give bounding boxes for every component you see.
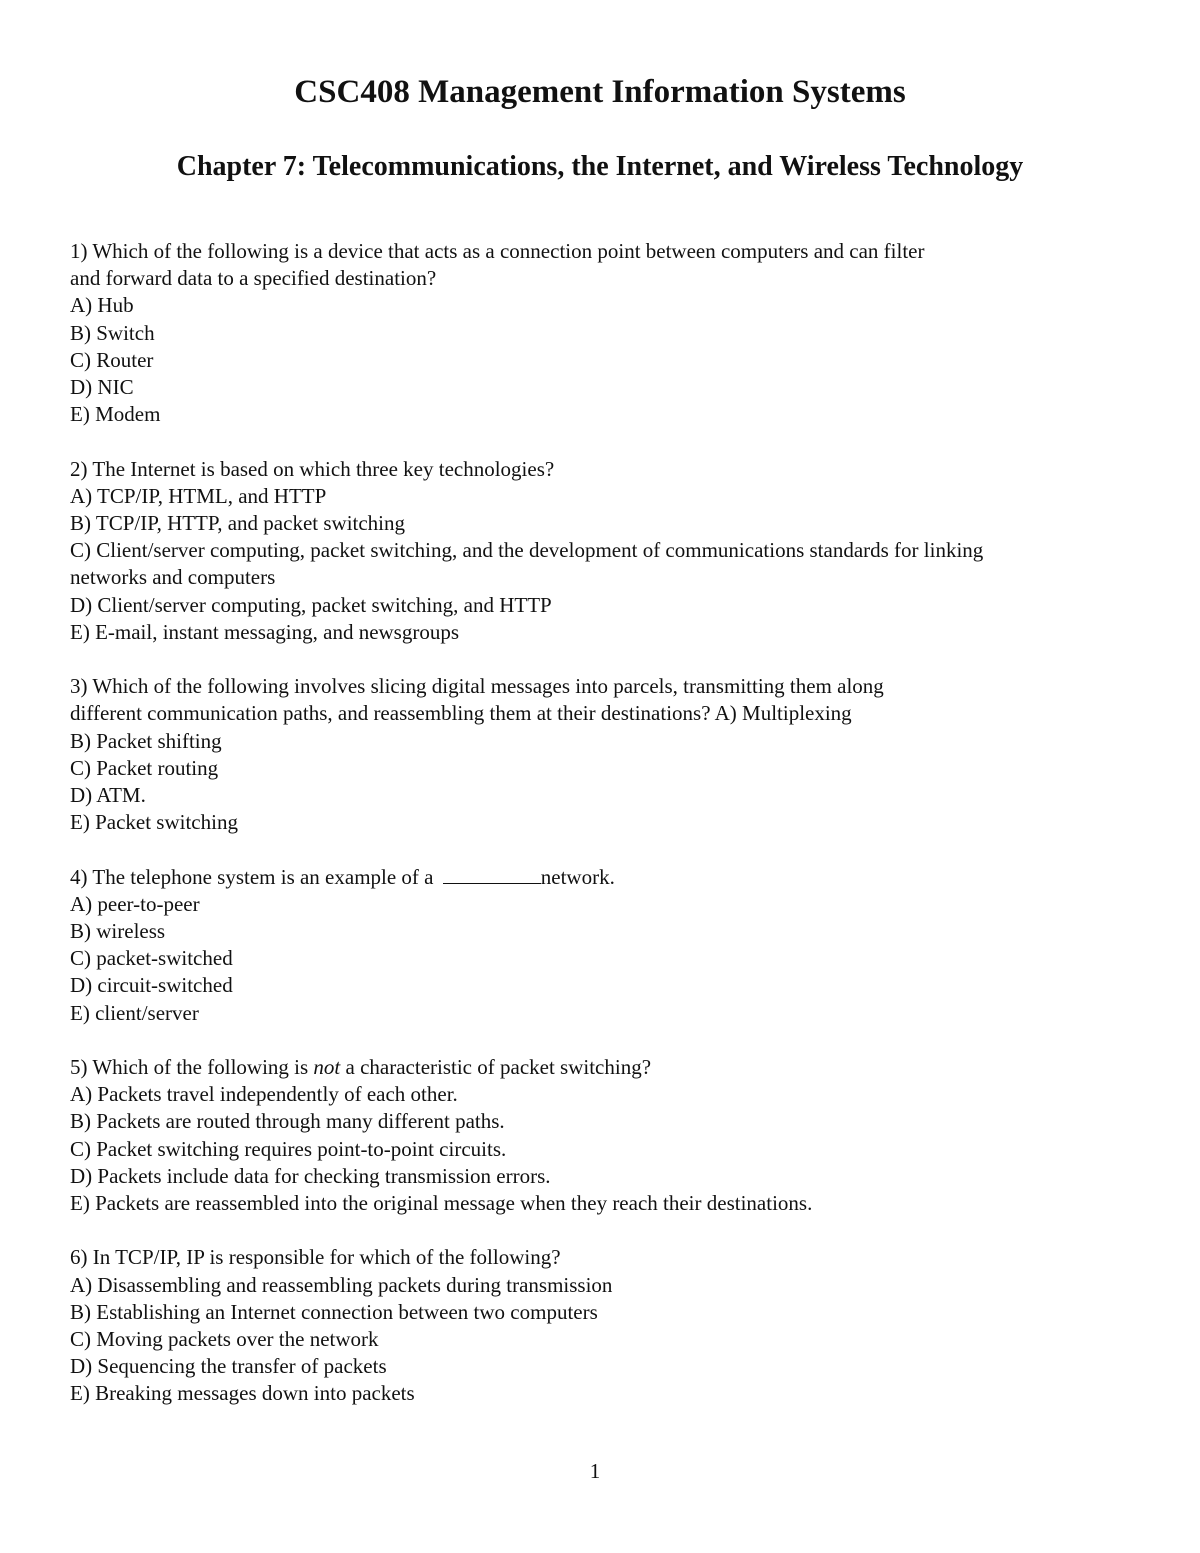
question-4-option-e: E) client/server	[70, 1000, 199, 1025]
question-5-text	[70, 1054, 1140, 1081]
question-5-option-b: B) Packets are routed through many different paths.	[70, 1109, 505, 1134]
question-4-option-b: B) wireless	[70, 919, 166, 944]
question-2-option-e: E) E-mail, instant messaging, and newsgroups	[70, 619, 460, 644]
question-3-option-c: C) Packet routing	[70, 755, 219, 780]
question-6-option-a: A) Disassembling and reassembling packets during transmission	[70, 1272, 613, 1297]
question-6-option-e: E) Breaking messages down into packets	[70, 1381, 415, 1406]
question-6-option-c: C) Moving packets over the network	[70, 1327, 379, 1352]
question-list	[70, 238, 1140, 1435]
question-5-option-a: A) Packets travel independently of each other.	[70, 1082, 458, 1107]
question-4-option-c: C) packet-switched	[70, 946, 233, 971]
question-1-text-line-1: 1) Which of the following is a device that acts as a connection point between computers and can filter	[70, 239, 925, 263]
question-3	[70, 673, 1140, 836]
page-number: 1	[589, 1459, 601, 1483]
question-2-option-c: C) Client/server computing, packet switching, and the development of communications standards for linking	[70, 538, 984, 563]
chapter-title: Chapter 7: Telecommunications, the Internet, and Wireless Technology	[176, 151, 1024, 182]
question-5-option-d: D) Packets include data for checking transmission errors.	[70, 1163, 551, 1188]
question-3-option-d: D) ATM.	[70, 783, 146, 808]
question-2-text: 2) The Internet is based on which three key technologies?	[70, 456, 555, 481]
document-title: CSC408 Management Information Systems	[294, 74, 906, 110]
question-3-text-line-1: 3) Which of the following involves slicing digital messages into parcels, transmitting them along	[70, 674, 884, 699]
question-5-text-after-italic: a characteristic of packet switching?	[345, 1055, 652, 1080]
question-4-text	[70, 864, 1140, 891]
question-6-option-b: B) Establishing an Internet connection between two computers	[70, 1299, 598, 1324]
question-5	[70, 1054, 1140, 1217]
question-1-option-a: A) Hub	[70, 293, 134, 318]
question-3-option-b: B) Packet shifting	[70, 728, 222, 753]
question-1-option-e: E) Modem	[70, 402, 161, 427]
question-3-text-line-2: different communication paths, and reassembling them at their destinations? A) Multiplexing	[70, 701, 852, 726]
question-1-option-d: D) NIC	[70, 375, 134, 400]
question-6	[70, 1244, 1140, 1407]
question-6-text: 6) In TCP/IP, IP is responsible for which of the following?	[70, 1245, 561, 1270]
question-3-option-e: E) Packet switching	[70, 810, 238, 835]
question-5-option-c: C) Packet switching requires point-to-point circuits.	[70, 1136, 507, 1161]
question-4-option-d: D) circuit-switched	[70, 973, 233, 998]
question-1-option-c: C) Router	[70, 347, 154, 372]
question-4	[70, 864, 1140, 1027]
question-1-text-line-2: and forward data to a specified destination?	[70, 266, 437, 291]
question-4-option-a: A) peer-to-peer	[70, 891, 200, 916]
question-5-text-before-italic: 5) Which of the following is	[70, 1055, 309, 1080]
question-4-text-before-blank: 4) The telephone system is an example of a	[70, 864, 434, 889]
question-2-option-a: A) TCP/IP, HTML, and HTTP	[70, 483, 327, 508]
fill-in-blank-line	[443, 866, 541, 884]
question-2	[70, 456, 1140, 646]
question-2-option-b: B) TCP/IP, HTTP, and packet switching	[70, 511, 406, 536]
question-6-option-d: D) Sequencing the transfer of packets	[70, 1354, 387, 1379]
question-1-option-b: B) Switch	[70, 320, 155, 345]
question-4-text-after-blank: network.	[540, 864, 615, 889]
question-2-option-d: D) Client/server computing, packet switching, and HTTP	[70, 592, 552, 617]
question-1	[70, 238, 1140, 428]
question-2-option-c-continued: networks and computers	[70, 565, 276, 590]
question-5-italic-word: not	[313, 1055, 341, 1080]
question-5-option-e: E) Packets are reassembled into the original message when they reach their destinations.	[70, 1191, 813, 1216]
